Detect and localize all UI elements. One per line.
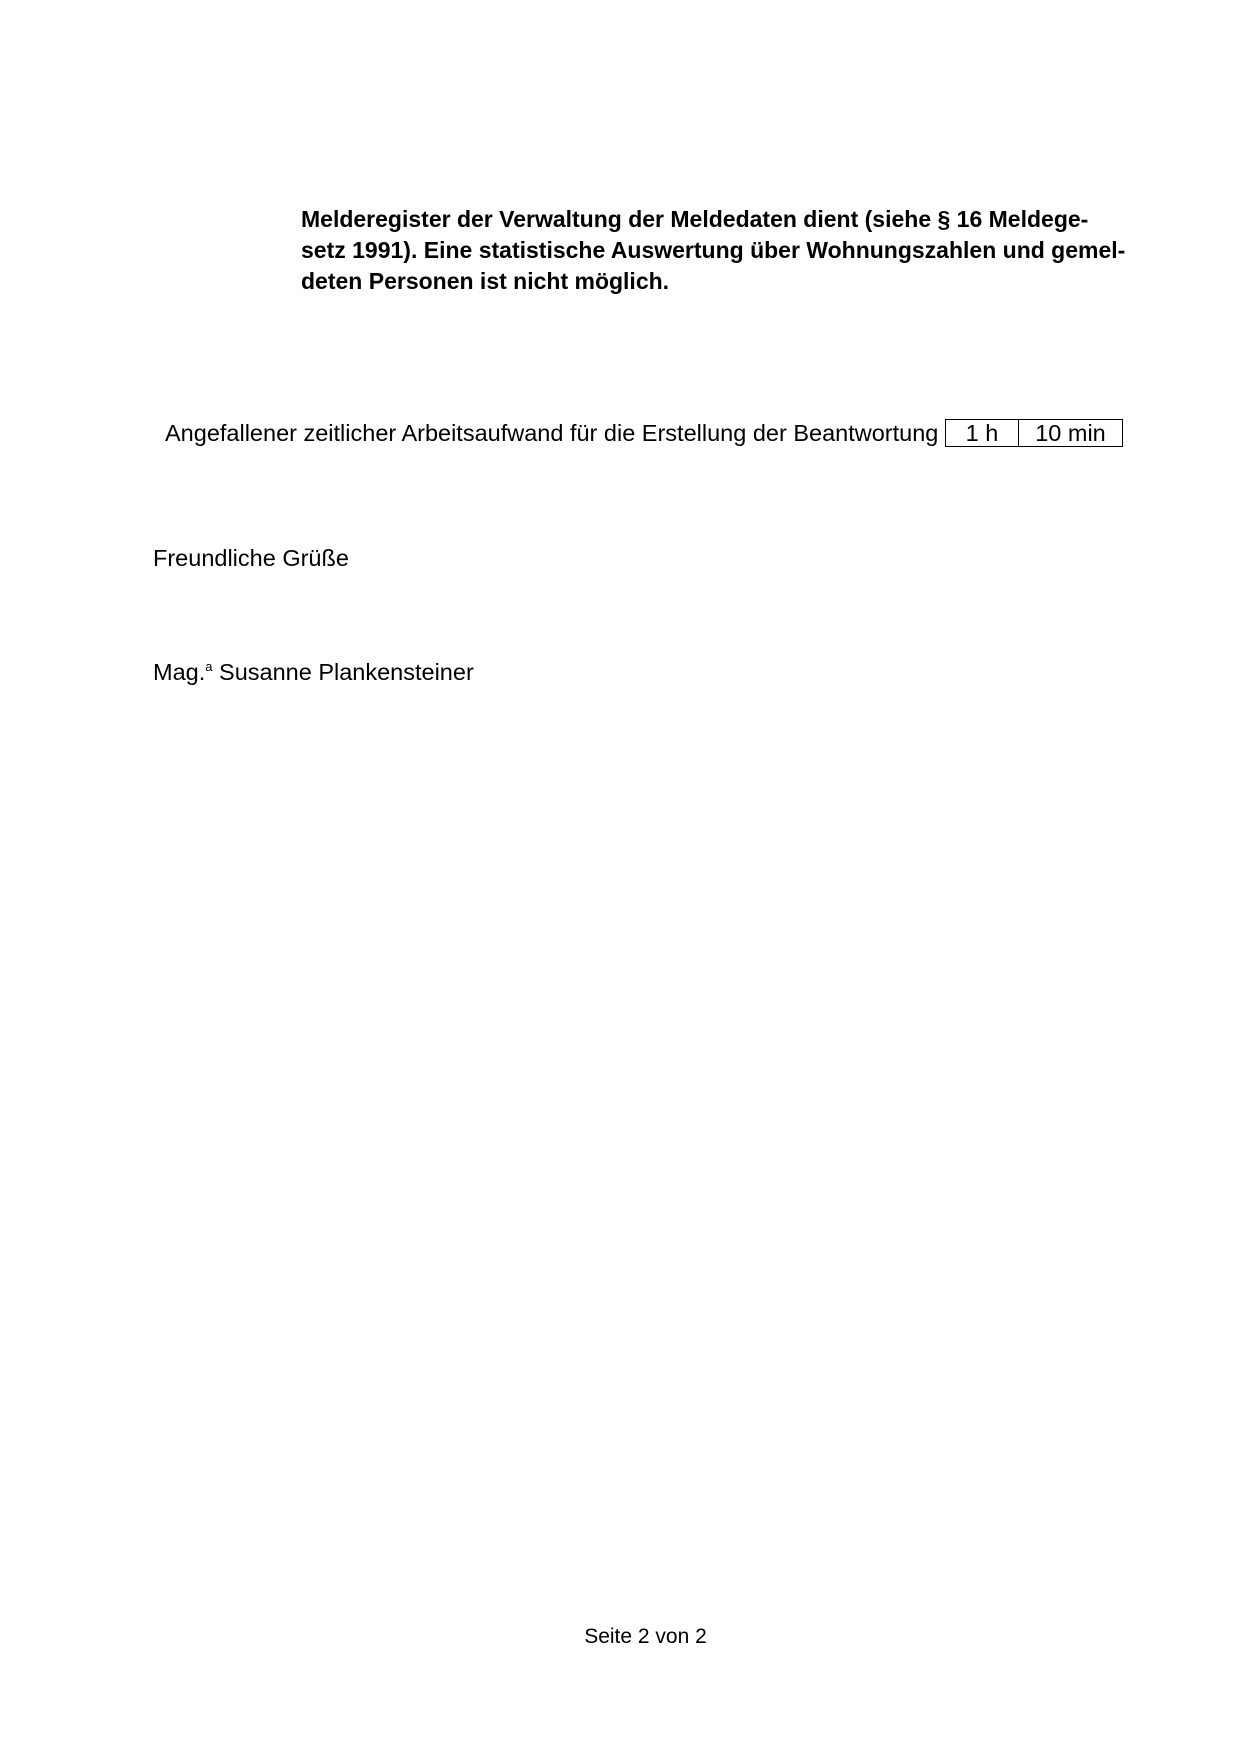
work-effort-minutes: 10 min (1019, 420, 1123, 447)
page-number: Seite 2 von 2 (584, 1625, 707, 1648)
closing-greeting: Freundliche Grüße (153, 545, 349, 571)
work-effort-hours: 1 h (946, 420, 1019, 447)
work-effort-table (945, 419, 1123, 447)
signature (153, 657, 474, 687)
answer-line-3: deten Personen ist nicht möglich. (301, 268, 670, 294)
answer-paragraph (301, 204, 1136, 297)
signature-name: Susanne Plankensteiner (219, 659, 474, 685)
signature-title-suffix: a (205, 659, 213, 674)
answer-line-1: Melderegister der Verwaltung der Meldedaten dient (siehe § 16 Meldege- (301, 206, 1089, 232)
page-footer (0, 1624, 1241, 1650)
work-effort-row (165, 418, 1125, 448)
work-effort-label: Angefallener zeitlicher Arbeitsaufwand für die Erstellung der Beantwortung (165, 420, 939, 446)
signature-title: Mag. (153, 659, 206, 685)
answer-line-2: setz 1991). Eine statistische Auswertung über Wohnungszahlen und gemel- (301, 237, 1126, 263)
